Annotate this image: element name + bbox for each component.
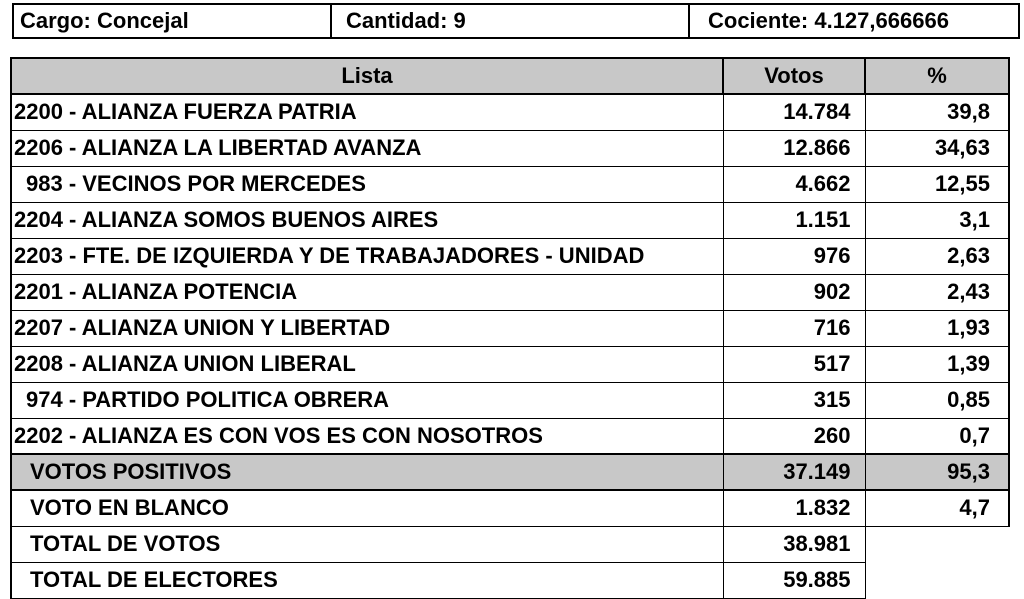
lista-cell: 2204 - ALIANZA SOMOS BUENOS AIRES	[11, 202, 723, 238]
summary-votos: 38.981	[723, 526, 865, 562]
votos-positivos-row	[11, 454, 1009, 490]
empty-cell	[865, 526, 1009, 562]
votos-cell: 12.866	[723, 130, 865, 166]
summary-label: VOTO EN BLANCO	[11, 490, 723, 526]
column-header-votos: Votos	[723, 58, 865, 94]
table-row	[11, 238, 1009, 274]
votos-cell: 902	[723, 274, 865, 310]
pct-cell: 0,7	[865, 418, 1009, 454]
table-row	[11, 346, 1009, 382]
total-de-votos-row	[11, 526, 1009, 562]
lista-cell: 2200 - ALIANZA FUERZA PATRIA	[11, 94, 723, 130]
office-info-bar	[12, 3, 1020, 39]
summary-votos: 1.832	[723, 490, 865, 526]
pct-cell: 2,43	[865, 274, 1009, 310]
table-row	[11, 274, 1009, 310]
votos-cell: 4.662	[723, 166, 865, 202]
pct-cell: 1,39	[865, 346, 1009, 382]
total-de-electores-row	[11, 562, 1009, 598]
summary-pct: 4,7	[865, 490, 1009, 526]
table-row	[11, 382, 1009, 418]
column-header-pct: %	[865, 58, 1009, 94]
summary-label: TOTAL DE VOTOS	[11, 526, 723, 562]
summary-votos: 37.149	[723, 454, 865, 490]
lista-cell: 2201 - ALIANZA POTENCIA	[11, 274, 723, 310]
lista-cell: 974 - PARTIDO POLITICA OBRERA	[11, 382, 723, 418]
votos-cell: 14.784	[723, 94, 865, 130]
table-row	[11, 130, 1009, 166]
table-row	[11, 310, 1009, 346]
pct-cell: 39,8	[865, 94, 1009, 130]
votos-cell: 260	[723, 418, 865, 454]
lista-cell: 2202 - ALIANZA ES CON VOS ES CON NOSOTROS	[11, 418, 723, 454]
table-row	[11, 202, 1009, 238]
lista-cell: 2206 - ALIANZA LA LIBERTAD AVANZA	[11, 130, 723, 166]
table-row	[11, 94, 1009, 130]
pct-cell: 1,93	[865, 310, 1009, 346]
lista-cell: 983 - VECINOS POR MERCEDES	[11, 166, 723, 202]
pct-cell: 2,63	[865, 238, 1009, 274]
table-header-row	[11, 58, 1009, 94]
pct-cell: 3,1	[865, 202, 1009, 238]
pct-cell: 0,85	[865, 382, 1009, 418]
cargo-label: Cargo: Concejal	[14, 5, 332, 37]
voto-en-blanco-row	[11, 490, 1009, 526]
pct-cell: 12,55	[865, 166, 1009, 202]
summary-pct: 95,3	[865, 454, 1009, 490]
cociente-label: Cociente: 4.127,666666	[708, 8, 949, 33]
pct-cell: 34,63	[865, 130, 1009, 166]
results-table	[10, 57, 1010, 599]
table-row	[11, 166, 1009, 202]
summary-label: TOTAL DE ELECTORES	[11, 562, 723, 598]
empty-cell	[865, 562, 1009, 598]
summary-votos: 59.885	[723, 562, 865, 598]
summary-label: VOTOS POSITIVOS	[11, 454, 723, 490]
cantidad-label: Cantidad: 9	[332, 5, 690, 37]
column-header-lista: Lista	[11, 58, 723, 94]
votos-cell: 976	[723, 238, 865, 274]
lista-cell: 2207 - ALIANZA UNION Y LIBERTAD	[11, 310, 723, 346]
votos-cell: 716	[723, 310, 865, 346]
lista-cell: 2208 - ALIANZA UNION LIBERAL	[11, 346, 723, 382]
lista-cell: 2203 - FTE. DE IZQUIERDA Y DE TRABAJADORES - UNIDAD	[11, 238, 723, 274]
votos-cell: 1.151	[723, 202, 865, 238]
table-row	[11, 418, 1009, 454]
votos-cell: 315	[723, 382, 865, 418]
votos-cell: 517	[723, 346, 865, 382]
